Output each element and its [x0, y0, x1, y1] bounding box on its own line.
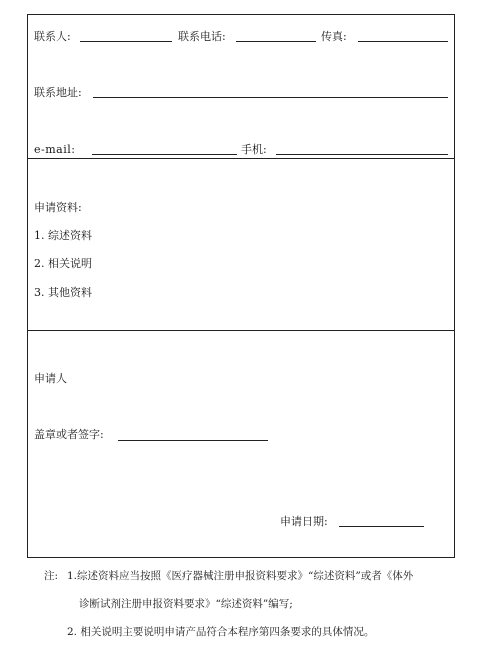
materials-item: 1. 综述资料	[34, 229, 92, 242]
materials-item: 3. 其他资料	[34, 286, 92, 299]
fax-label: 传真:	[321, 30, 347, 43]
email-field[interactable]	[92, 154, 237, 155]
note-line-1: 1.综述资料应当按照《医疗器械注册申报资料要求》“综述资料”或者《体外	[67, 570, 414, 582]
contact-person-label: 联系人:	[34, 30, 71, 43]
materials-heading: 申请资料:	[34, 201, 82, 214]
seal-signature-label: 盖章或者签字:	[34, 428, 104, 441]
contact-person-field[interactable]	[80, 41, 172, 42]
seal-signature-field[interactable]	[118, 440, 268, 441]
section-divider-1	[28, 158, 454, 159]
mobile-field[interactable]	[276, 154, 448, 155]
application-date-label: 申请日期:	[280, 515, 328, 528]
note-line-2: 诊断试剂注册申报资料要求》“综述资料”编写;	[79, 598, 293, 610]
section-divider-2	[28, 330, 454, 331]
application-form	[27, 14, 455, 558]
fax-field[interactable]	[358, 41, 448, 42]
applicant-heading: 申请人	[34, 372, 67, 385]
email-label: e-mail:	[34, 143, 76, 156]
note-line-3: 2. 相关说明主要说明申请产品符合本程序第四条要求的具体情况。	[67, 626, 375, 638]
materials-item: 2. 相关说明	[34, 257, 92, 270]
contact-address-label: 联系地址:	[34, 86, 82, 99]
application-date-field[interactable]	[339, 526, 424, 527]
contact-phone-field[interactable]	[236, 41, 316, 42]
contact-phone-label: 联系电话:	[178, 30, 226, 43]
notes-prefix: 注:	[44, 570, 59, 582]
mobile-label: 手机:	[241, 143, 267, 156]
contact-address-field[interactable]	[93, 97, 448, 98]
